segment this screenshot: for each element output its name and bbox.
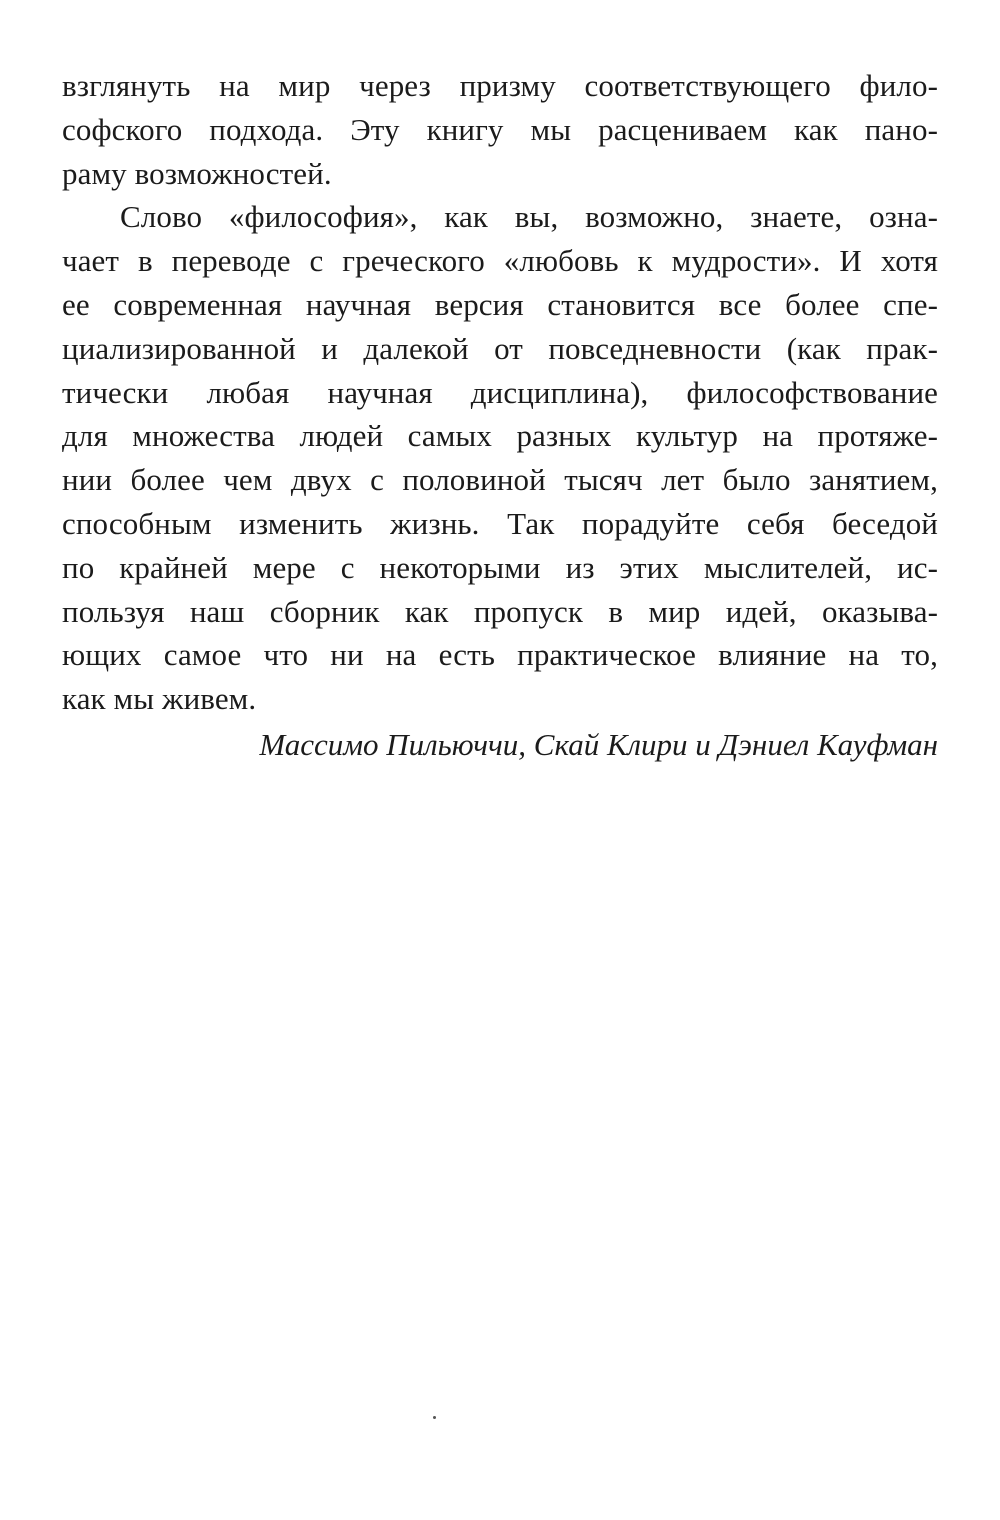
paragraph-2-line-3: ее современная научная версия становится все более спе- xyxy=(62,286,938,322)
paragraph-2-line-5: тически любая научная дисциплина), философствование xyxy=(62,374,938,410)
paragraph-1-line-1: взглянуть на мир через призму соответствующего фило- xyxy=(62,68,938,103)
paragraph-2-line-7: нии более чем двух с половиной тысяч лет было занятием, xyxy=(62,462,938,498)
paragraph-2-line-2: чает в переводе с греческого «любовь к мудрости». И хотя xyxy=(62,243,938,279)
paragraph-2-line-6: для множества людей самых разных культур на протяже- xyxy=(62,418,938,454)
print-speck xyxy=(433,1416,436,1419)
body-text xyxy=(62,64,938,767)
paragraph-2-line-1: Слово «философия», как вы, возможно, знаете, озна- xyxy=(120,199,938,235)
paragraph-1-line-3: раму возможностей. xyxy=(62,155,332,191)
paragraph-2-line-9: по крайней мере с некоторыми из этих мыслителей, ис- xyxy=(62,549,938,585)
paragraph-2-line-10: пользуя наш сборник как пропуск в мир идей, оказыва- xyxy=(62,593,938,629)
paragraph-2-line-8: способным изменить жизнь. Так порадуйте себя беседой xyxy=(62,505,938,541)
author-signature: Массимо Пильюччи, Скай Клири и Дэниел Кауфман xyxy=(259,726,938,762)
paragraph-2-line-12: как мы живем. xyxy=(62,681,257,717)
paragraph-2-line-11: ющих самое что ни на есть практическое влияние на то, xyxy=(62,637,938,673)
paragraph-2-line-4: циализированной и далекой от повседневности (как прак- xyxy=(62,330,938,366)
paragraph-1-line-2: софского подхода. Эту книгу мы расцениваем как пано- xyxy=(62,111,938,147)
